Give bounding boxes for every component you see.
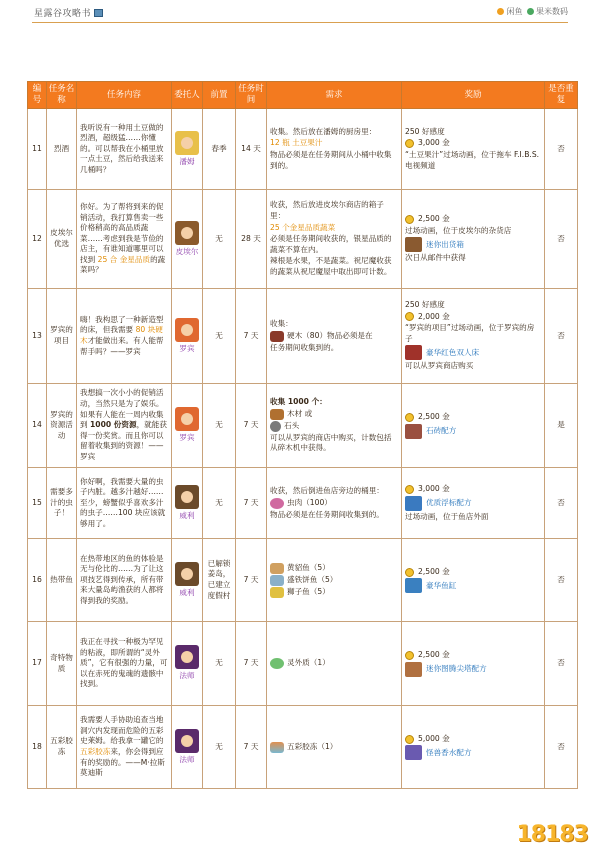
reward-text: 250 好感度 <box>405 300 445 310</box>
reward-line <box>405 745 541 760</box>
brick-icon <box>405 424 422 439</box>
quest-name: 烈酒 <box>47 109 77 190</box>
requirement-text: 任务期间收集到的。 <box>270 342 339 352</box>
table-row <box>28 539 578 622</box>
reward-line <box>405 512 541 523</box>
page-header <box>0 0 600 24</box>
quest-prerequisite: 无 <box>203 190 236 289</box>
quest-prerequisite: 无 <box>203 289 236 384</box>
sign-icon <box>405 237 422 252</box>
pam-portrait <box>175 131 199 155</box>
quest-reward <box>402 109 545 190</box>
quest-reward <box>402 384 545 468</box>
quest-reward <box>402 539 545 622</box>
reward-line <box>405 567 541 578</box>
reward-text: “罗宾的项目”过场动画，位于罗宾的房子 <box>405 323 535 343</box>
reward-text: 2,000 金 <box>418 311 450 321</box>
description-text: 我想搞一次小小的促销活动，当然只是为了娱乐。如果有人能在一周内收集到 <box>80 388 164 430</box>
quest-requirement <box>267 190 402 289</box>
reward-line <box>405 662 541 677</box>
book-icon <box>94 9 103 17</box>
requirement-text: 必须是任务期间收获的，银星品质的蔬菜不算在内。 <box>270 234 392 254</box>
description-text: 你好啊，我需要大量的虫子内脏。越多汁越好……至少，螃蟹似乎喜欢多汁的虫子……100 块应该就够用了。 <box>80 476 166 528</box>
quest-repeatable: 否 <box>545 190 578 289</box>
quest-time: 7 天 <box>236 706 267 789</box>
gold-coin-icon <box>405 312 414 321</box>
quest-requirement <box>267 622 402 706</box>
requirement-text: 收获，然后倒进鱼店旁边的桶里： <box>270 485 384 495</box>
requirement-line <box>270 256 398 277</box>
col-header: 任务名称 <box>47 82 77 109</box>
col-header: 前置 <box>203 82 236 109</box>
description-text: 1000 份资源 <box>90 420 137 430</box>
quest-prerequisite: 无 <box>203 706 236 789</box>
quest-name: 需要多汁的虫子！ <box>47 468 77 539</box>
requirement-line <box>270 397 398 408</box>
robin-portrait <box>175 407 199 431</box>
requirement-line <box>270 223 398 234</box>
reward-text: 2,500 金 <box>418 650 450 660</box>
requirement-line <box>270 510 398 521</box>
bed-icon <box>405 345 422 360</box>
description-text: 的蔬菜吗？ <box>80 254 166 275</box>
brand-logos: 闲鱼 果米数码 <box>495 6 568 17</box>
quest-name: 奇特物质 <box>47 622 77 706</box>
quest-prerequisite: 无 <box>203 622 236 706</box>
description-text: 在热带地区的鱼的体验是无与伦比的……为了让这项技艺得到传承，所有带来大量岛屿渔获的人都将得到我的奖励。 <box>80 553 164 605</box>
col-header: 编号 <box>28 82 47 109</box>
gold-coin-icon <box>405 413 414 422</box>
reward-line <box>405 496 541 511</box>
reward-line <box>405 361 541 372</box>
client-name: 潘姆 <box>179 156 195 166</box>
reward-line <box>405 300 541 311</box>
requirement-line <box>270 138 398 149</box>
quest-number: 11 <box>28 109 47 190</box>
requirement-line <box>270 343 398 354</box>
quest-number: 16 <box>28 539 47 622</box>
reward-line <box>405 150 541 171</box>
description-text: 我正在寻找一种极为罕见的粘液，即所谓的“灵外质”，它有很强的力量，可以在赤死的鬼魂的遗骸中找到。 <box>80 637 168 689</box>
requirement-text: 盛铁饼鱼（5） <box>287 574 338 584</box>
quest-requirement <box>267 109 402 190</box>
requirement-line <box>270 127 398 138</box>
quest-description <box>77 706 172 789</box>
quest-time: 28 天 <box>236 190 267 289</box>
quest-repeatable: 否 <box>545 622 578 706</box>
requirement-line <box>270 409 398 420</box>
quest-repeatable: 否 <box>545 109 578 190</box>
requirement-text: 物品必须是在任务期间从小桶中收集到的。 <box>270 150 392 170</box>
quest-requirement <box>267 468 402 539</box>
quest-number: 14 <box>28 384 47 468</box>
reward-text: 迷你出货箱 <box>426 239 464 249</box>
quest-prerequisite: 已解锁姜岛，已建立度假村 <box>203 539 236 622</box>
reward-line <box>405 312 541 323</box>
prismatic-jelly-icon <box>270 742 284 753</box>
table-header-row <box>28 82 578 109</box>
requirement-text: 收集 1000 个： <box>270 397 327 407</box>
gold-coin-icon <box>405 651 414 660</box>
fish-icon <box>270 563 284 574</box>
quest-prerequisite: 无 <box>203 468 236 539</box>
requirement-text: 黄貂鱼（5） <box>287 562 330 572</box>
description-text: 我听说有一种用土豆做的烈酒，超级猛……你懂的。可以帮我在小桶里放一点土豆，然后给我送来几桶吗？ <box>80 122 164 174</box>
willy-portrait <box>175 562 199 586</box>
quest-time: 14 天 <box>236 109 267 190</box>
requirement-line <box>270 200 398 221</box>
requirement-line <box>270 234 398 255</box>
guomi-logo-icon <box>527 8 534 15</box>
gold-coin-icon <box>405 568 414 577</box>
client-name: 罗宾 <box>179 343 195 353</box>
quest-client <box>172 539 203 622</box>
quest-name: 罗宾的资源活动 <box>47 384 77 468</box>
quest-description <box>77 468 172 539</box>
quest-repeatable: 是 <box>545 384 578 468</box>
quest-description <box>77 109 172 190</box>
description-text: 25 合 金星品质 <box>97 254 151 264</box>
quest-requirement <box>267 706 402 789</box>
reward-line <box>405 214 541 225</box>
reward-line <box>405 237 541 252</box>
quest-client <box>172 384 203 468</box>
reward-line <box>405 323 541 344</box>
quest-name: 热带鱼 <box>47 539 77 622</box>
wizard-portrait <box>175 729 199 753</box>
quest-name: 五彩胶冻 <box>47 706 77 789</box>
reward-text: 豪华红色双人床 <box>426 347 480 357</box>
requirement-text: 收集。然后放在潘姆的厨房里： <box>270 126 377 136</box>
client-name: 法师 <box>179 671 195 681</box>
robin-portrait <box>175 318 199 342</box>
requirement-line <box>270 150 398 171</box>
description-text: 才能做出来。有人能帮帮手吗？——罗宾 <box>80 336 164 356</box>
quest-repeatable: 否 <box>545 289 578 384</box>
reward-text: 豪华鱼缸 <box>426 580 457 590</box>
stone-icon <box>270 421 281 432</box>
quest-reward <box>402 706 545 789</box>
reward-line <box>405 734 541 745</box>
client-name: 罗宾 <box>179 433 195 443</box>
requirement-text: 石头 <box>284 420 300 430</box>
bug-meat-icon <box>270 498 284 509</box>
requirement-text: 硬木（80）物品必须是在 <box>287 330 373 340</box>
xianyu-logo-icon <box>497 8 504 15</box>
reward-line <box>405 484 541 495</box>
quest-description <box>77 190 172 289</box>
reward-text: 2,500 金 <box>418 566 450 576</box>
requirement-line <box>270 742 398 753</box>
quest-description <box>77 539 172 622</box>
reward-text: 250 好感度 <box>405 126 445 136</box>
reward-text: 次日从邮件中获得 <box>405 253 466 263</box>
quest-time: 7 天 <box>236 384 267 468</box>
gold-coin-icon <box>405 215 414 224</box>
site-watermark: 18183 <box>516 822 588 847</box>
reward-text: 石砖配方 <box>426 426 457 435</box>
requirement-line <box>270 658 398 669</box>
quest-reward <box>402 622 545 706</box>
quest-prerequisite: 春季 <box>203 109 236 190</box>
requirement-text: 五彩胶冻（1） <box>287 741 338 751</box>
gold-coin-icon <box>405 485 414 494</box>
quest-number: 13 <box>28 289 47 384</box>
potion-icon <box>405 745 422 760</box>
quest-prerequisite: 无 <box>203 384 236 468</box>
header-divider <box>32 22 568 23</box>
quest-number: 18 <box>28 706 47 789</box>
requirement-text: 收获，然后放进皮埃尔商店的箱子里： <box>270 200 384 221</box>
quest-time: 7 天 <box>236 468 267 539</box>
requirement-line <box>270 319 398 330</box>
fish-icon <box>270 587 284 598</box>
quest-description <box>77 289 172 384</box>
col-header: 任务内容 <box>77 82 172 109</box>
book-title: 星露谷攻略书 <box>34 6 103 19</box>
reward-text: 2,500 金 <box>418 412 450 422</box>
requirement-line <box>270 331 398 342</box>
table-row <box>28 622 578 706</box>
reward-line <box>405 578 541 593</box>
reward-text: 可以从罗宾商店购买 <box>405 361 474 371</box>
requirement-text: 辣根是水果，不是蔬菜。祝尼魔收获的蔬菜从祝尼魔屋中取出即可计数。 <box>270 256 392 276</box>
requirement-line <box>270 575 398 586</box>
description-text: ，就能获得一份奖赏。而且你可以留着收集到的资源！——罗宾 <box>80 420 167 461</box>
wizard-portrait <box>175 645 199 669</box>
hardwood-icon <box>270 331 284 342</box>
col-header: 委托人 <box>172 82 203 109</box>
reward-line <box>405 138 541 149</box>
quest-name: 皮埃尔优选 <box>47 190 77 289</box>
table-row <box>28 706 578 789</box>
reward-line <box>405 127 541 138</box>
col-header: 需求 <box>267 82 402 109</box>
requirement-text: 物品必须是在任务期间收集到的。 <box>270 509 384 519</box>
quest-time: 7 天 <box>236 289 267 384</box>
requirement-line <box>270 587 398 598</box>
quest-reward <box>402 289 545 384</box>
description-text: 你好。为了帮将到来的促销活动，我打算售卖一些价格稍高的高品质蔬菜……考虑到我是节俭的店主，有谁知道哪里可以找到 <box>80 201 164 264</box>
requirement-line <box>270 486 398 497</box>
quest-client <box>172 706 203 789</box>
reward-text: 2,500 金 <box>418 214 450 224</box>
quest-time: 7 天 <box>236 622 267 706</box>
reward-line <box>405 345 541 360</box>
wood-icon <box>270 409 284 420</box>
quest-name: 罗宾的项目 <box>47 289 77 384</box>
table-row <box>28 109 578 190</box>
quest-requirement <box>267 289 402 384</box>
col-header: 是否重复 <box>545 82 578 109</box>
willy-portrait <box>175 485 199 509</box>
quest-repeatable: 否 <box>545 706 578 789</box>
reward-text: 3,000 金 <box>418 138 450 148</box>
requirement-line <box>270 433 398 454</box>
reward-text: 过场动画，位于皮埃尔的杂货店 <box>405 225 512 235</box>
requirement-text: 灵外质（1） <box>287 658 330 668</box>
requirement-text: 狮子鱼（5） <box>287 586 330 596</box>
description-text: 来，你会得到应有的奖励的。——M·拉斯莫迪斯 <box>80 747 165 778</box>
requirement-text: 25 个金星品质蔬菜 <box>270 222 336 232</box>
table-row <box>28 289 578 384</box>
description-text: 五彩胶冻 <box>80 747 111 756</box>
reward-line <box>405 253 541 264</box>
quest-description <box>77 384 172 468</box>
requirement-line <box>270 498 398 509</box>
quest-repeatable: 否 <box>545 468 578 539</box>
requirement-line <box>270 563 398 574</box>
requirement-text: 12 瓶 土豆果汁 <box>270 138 323 148</box>
col-header: 奖励 <box>402 82 545 109</box>
obelisk-icon <box>405 662 422 677</box>
ectoplasm-icon <box>270 658 284 669</box>
bobber-icon <box>405 496 422 511</box>
quest-number: 17 <box>28 622 47 706</box>
reward-line <box>405 650 541 661</box>
quest-repeatable: 否 <box>545 539 578 622</box>
quest-description <box>77 622 172 706</box>
quest-reward <box>402 190 545 289</box>
description-text: 80 块硬木 <box>80 325 163 345</box>
col-header: 任务时间 <box>236 82 267 109</box>
quest-client <box>172 622 203 706</box>
reward-line <box>405 412 541 423</box>
reward-text: 怪兽香水配方 <box>426 747 472 757</box>
client-name: 威利 <box>179 510 195 520</box>
description-text: 我需要人手协助追查当地洞穴内发现而危险的五彩史莱姆。给我拿一罐它的 <box>80 715 164 746</box>
quest-number: 12 <box>28 190 47 289</box>
description-text: 嗨！我构思了一种新造型的床，但我需要 <box>80 314 164 335</box>
quest-requirement <box>267 539 402 622</box>
table-row <box>28 384 578 468</box>
reward-text: 3,000 金 <box>418 483 450 493</box>
requirement-line <box>270 421 398 432</box>
reward-text: 优质浮标配方 <box>426 497 472 507</box>
requirement-text: 木材 或 <box>287 408 313 418</box>
quest-client <box>172 109 203 190</box>
quest-table <box>27 81 578 789</box>
requirement-text: 可以从罗宾的商店中购买，计数包括从碎木机中获得。 <box>270 432 392 453</box>
fish-icon <box>270 575 284 586</box>
gold-coin-icon <box>405 735 414 744</box>
reward-text: 迷你图腾尖塔配方 <box>426 664 487 673</box>
quest-client <box>172 468 203 539</box>
requirement-text: 虫肉（100） <box>287 497 332 507</box>
client-name: 法师 <box>179 754 195 764</box>
quest-requirement <box>267 384 402 468</box>
requirement-text: 收集： <box>270 318 293 328</box>
table-row <box>28 468 578 539</box>
reward-line <box>405 424 541 439</box>
quest-number: 15 <box>28 468 47 539</box>
reward-line <box>405 226 541 237</box>
reward-text: 过场动画，位于鱼店外面 <box>405 511 489 521</box>
pierre-portrait <box>175 221 199 245</box>
client-name: 威利 <box>179 587 195 597</box>
tank-icon <box>405 578 422 593</box>
reward-text: “土豆果汁”过场动画，位于拖车 F.I.B.S. 电视频道 <box>405 150 540 170</box>
quest-client <box>172 190 203 289</box>
gold-coin-icon <box>405 139 414 148</box>
quest-reward <box>402 468 545 539</box>
quest-client <box>172 289 203 384</box>
table-row <box>28 190 578 289</box>
reward-text: 5,000 金 <box>418 733 450 743</box>
client-name: 皮埃尔 <box>175 246 199 256</box>
quest-time: 7 天 <box>236 539 267 622</box>
